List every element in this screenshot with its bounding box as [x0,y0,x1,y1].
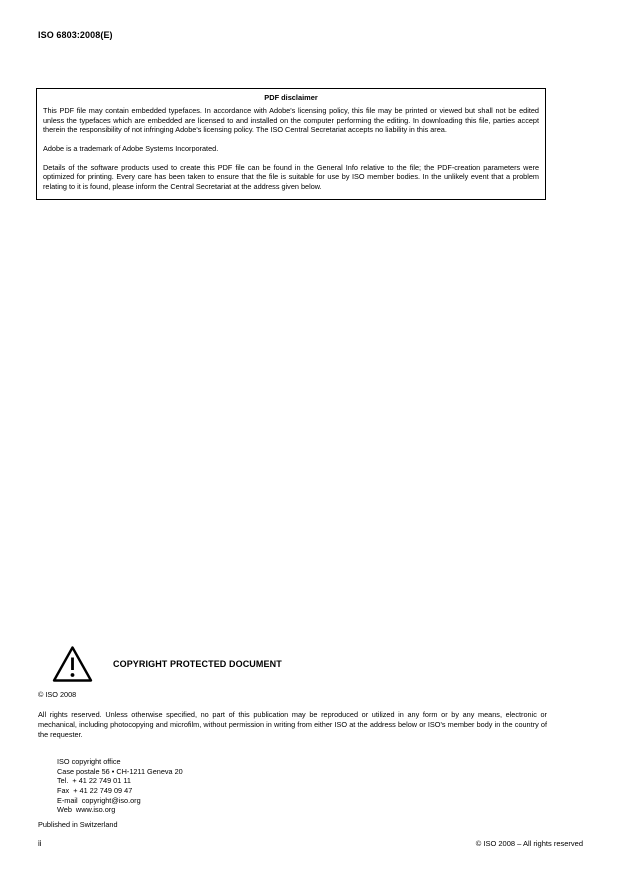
footer-page-number: ii [38,839,42,848]
pdf-disclaimer-title: PDF disclaimer [264,93,318,102]
address-line-tel: Tel. + 41 22 749 01 11 [57,776,131,786]
address-line-web: Web www.iso.org [57,805,116,815]
pdf-disclaimer-paragraph-3: Details of the software products used to create this PDF file can be found in the General Info relative to the file; the PDF-creation parameters were optimized for printing. Every care has been taken to ensure that the file is suitable for use by ISO member bodies. In the unlikely event that a problem relating to it is found, please inform the Central Secretariat at the address given below. [43,162,539,191]
address-line-email: E-mail copyright@iso.org [57,795,141,805]
footer-copyright-notice: © ISO 2008 – All rights reserved [475,839,583,848]
copyright-protected-header [52,645,282,683]
all-rights-reserved-paragraph: All rights reserved. Unless otherwise specified, no part of this publication may be reproduced or utilized in any form or by any means, electronic or mechanical, including photocopying and microfilm, without permission in writing from either ISO at the address below or ISO's member body in the country of the requester. [38,710,547,739]
pdf-disclaimer-box [36,88,546,200]
page-footer [38,839,583,848]
address-line-postal: Case postale 56 • CH-1211 Geneva 20 [57,766,183,776]
pdf-disclaimer-paragraph-2: Adobe is a trademark of Adobe Systems Incorporated. [43,143,219,153]
copyright-year-line: © ISO 2008 [38,690,77,699]
warning-triangle-icon [52,645,93,683]
iso-copyright-office-address [57,757,183,815]
document-title: ISO 6803:2008(E) [38,30,113,40]
address-line-office: ISO copyright office [57,757,121,766]
published-in-line: Published in Switzerland [38,820,118,829]
copyright-protected-title: COPYRIGHT PROTECTED DOCUMENT [113,659,282,669]
pdf-disclaimer-paragraph-1: This PDF file may contain embedded typefaces. In accordance with Adobe's licensing policy, this file may be printed or viewed but shall not be edited unless the typefaces which are embedded are licensed to and installed on the computer performing the editing. In downloading this file, parties accept therein the responsibility of not infringing Adobe's licensing policy. The ISO Central Secretariat accepts no liability in this area. [43,106,539,135]
address-line-fax: Fax + 41 22 749 09 47 [57,785,133,795]
